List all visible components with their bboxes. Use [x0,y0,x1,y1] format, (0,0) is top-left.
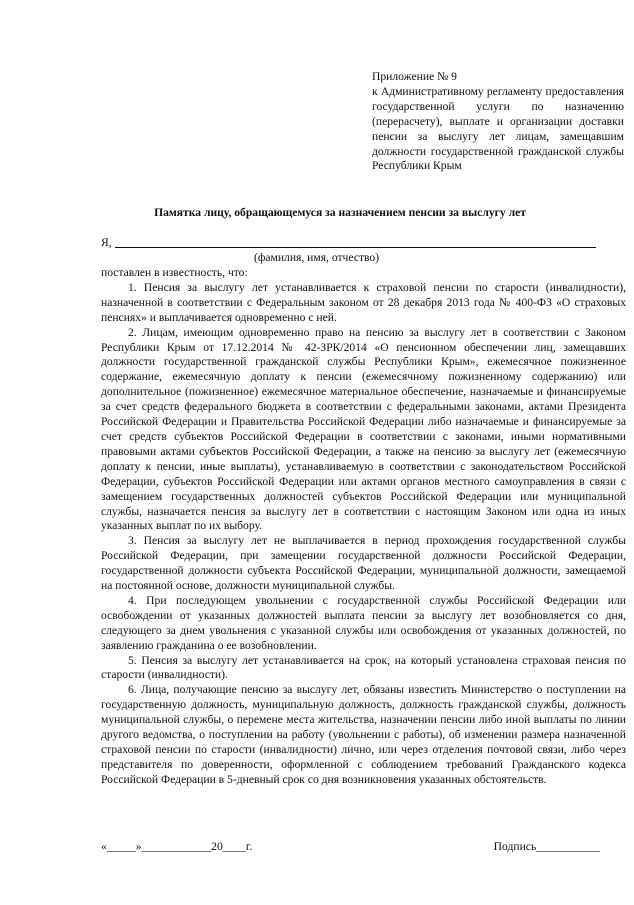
declarant-prefix: Я, [101,236,112,249]
paragraph-5: 5. Пенсия за выслугу лет устанавливается на срок, на который установлена страховая пенсия по старости (инвалидности). [101,653,626,682]
document-body [101,266,626,788]
footer [101,840,626,856]
paragraph-3: 3. Пенсия за выслугу лет не выплачивается в период прохождения государственной службы Российской Федерации, при замещении государственной должности Российской Федерации, государственной должности субъекта Российской Федерации, муниципальной должности, замещаемой на постоянной основе, должности муниципальной службы. [101,534,626,593]
annex-label: Приложение № 9 [372,70,457,83]
signature-field: Подпись___________ [493,840,600,853]
declarant-line [101,236,596,251]
paragraph-1: 1. Пенсия за выслугу лет устанавливается к страховой пенсии по старости (инвалидности), назначенной в соответствии с Федеральным законом от 28 декабря 2013 года № 400-ФЗ «О страховых пенсиях» и выплачивается одновременно с ней. [101,280,626,324]
annex-text: к Административному регламенту предоставления государственной услуги по назначению (перерасчету), выплате и организации доставки пенсии за выслугу лет лицам, замещавшим должности государственной гражданской службы Республики Крым [372,84,624,173]
document-title: Памятка лицу, обращающемуся за назначением пенсии за выслугу лет [154,206,526,219]
paragraph-6: 6. Лица, получающие пенсию за выслугу лет, обязаны известить Министерство о поступлении на государственную должность, муниципальную должность, должность гражданской службы, должность муниципальной службы, о перемене места жительства, назначении пенсии либо иной выплаты по линии другого ведомства, о поступлении на работу (увольнении с работы), об изменении размера назначенной страховой пенсии по старости (инвалидности) лично, или через отделения почтовой связи, либо через представителя по доверенности, оформленной с соблюдением требований Гражданского кодекса Российской Федерации в 5-дневный срок со дня возникновения указанных обстоятельств. [101,683,626,786]
date-field: «_____»____________20____г. [101,840,253,853]
annex-header [372,70,624,174]
name-caption: (фамилия, имя, отчество) [254,251,380,264]
paragraph-4: 4. При последующем увольнении с государственной службы Российской Федерации или освобождении от указанных должностей выплата пенсии за выслугу лет возобновляется со дня, следующего за днем увольнения с указанной службы или освобождения от указанных должностей, по заявлению гражданина о ее возобновлении. [101,593,626,652]
paragraph-2: 2. Лицам, имеющим одновременно право на пенсию за выслугу лет в соответствии с Законом Республики Крым от 17.12.2014 № 42-ЗРК/2014 «О пенсионном обеспечении лиц, замещавших должности государственной гражданской службы Республики Крым», ежемесячное пожизненное содержание, ежемесячную доплату к пенсии (ежемесячному пожизненному содержанию) или дополнительное (пожизненное) ежемесячное материальное обеспечение, назначаемые и финансируемые за счет средств федерального бюджета в соответствии с федеральными законами, актами Президента Российской Федерации и Правительства Российской Федерации либо назначаемые и финансируемые за счет средств субъектов Российской Федерации в соответствии с законами, иными нормативными правовыми актами субъектов Российской Федерации, а также на пенсию за выслугу лет (ежемесячную доплату к пенсии, иные выплаты), устанавливаемую в соответствии с законодательством Российской Федерации, субъектов Российской Федерации или актами органов местного самоуправления в связи с замещением государственных должностей субъектов Российской Федерации или муниципальной службы, назначается пенсия за выслугу лет в соответствии с настоящим Законом или одна из иных указанных выплат по их выбору. [101,325,626,533]
name-blank-line [115,247,596,248]
intro-line: поставлен в известность, что: [101,266,248,279]
